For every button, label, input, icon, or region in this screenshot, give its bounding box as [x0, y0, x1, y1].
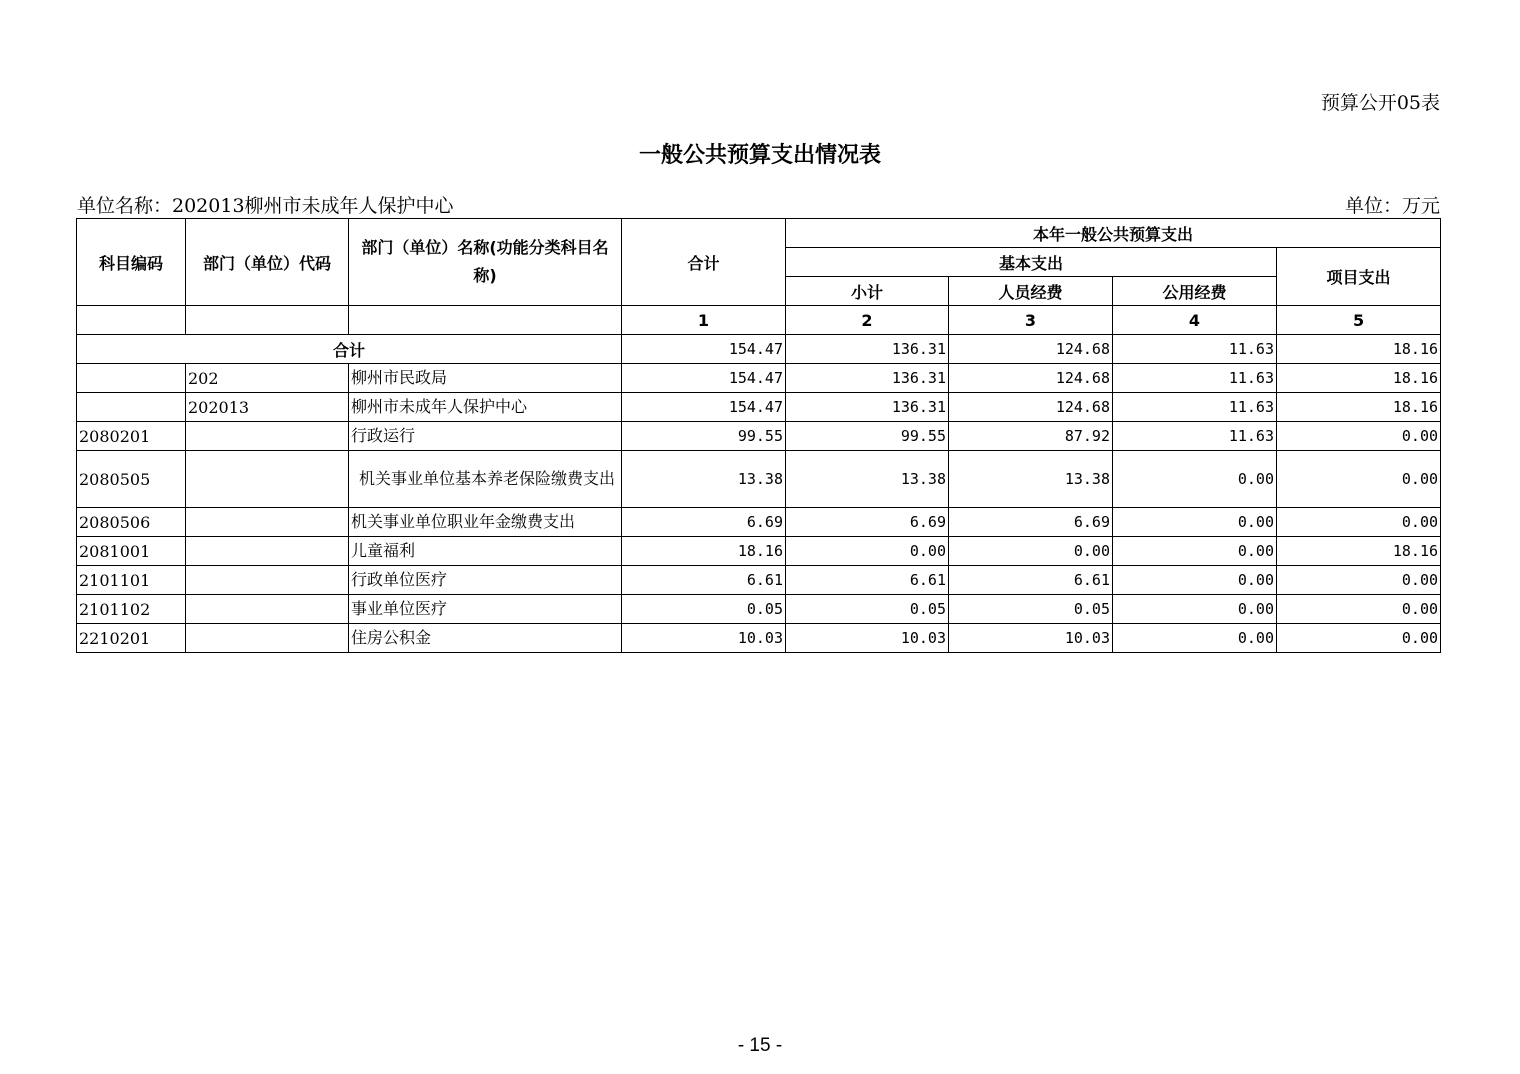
- column-number: 5: [1277, 306, 1441, 335]
- dept-code: [186, 537, 349, 566]
- cell-value: 0.00: [1113, 624, 1277, 653]
- cell-value: 11.63: [1113, 422, 1277, 451]
- dept-name: 柳州市未成年人保护中心: [349, 393, 622, 422]
- header-basic: 基本支出: [786, 248, 1277, 277]
- cell-value: 0.00: [1113, 508, 1277, 537]
- subject-code: [77, 364, 186, 393]
- cell-value: 13.38: [949, 451, 1113, 508]
- table-row: [77, 537, 1441, 566]
- dept-name: 住房公积金: [349, 624, 622, 653]
- header-blank: [349, 306, 622, 335]
- dept-name: 行政运行: [349, 422, 622, 451]
- total-label: 合计: [77, 335, 622, 364]
- cell-value: 99.55: [622, 422, 786, 451]
- header-public: 公用经费: [1113, 277, 1277, 306]
- cell-value: 0.00: [1277, 624, 1441, 653]
- header-dept-code: 部门（单位）代码: [186, 219, 349, 306]
- cell-value: 124.68: [949, 364, 1113, 393]
- unit-label: 单位：万元: [1344, 195, 1440, 217]
- subject-code: 2101102: [77, 595, 186, 624]
- cell-value: 13.38: [786, 451, 949, 508]
- header-subtotal: 小计: [786, 277, 949, 306]
- header-total: 合计: [622, 219, 786, 306]
- dept-code: [186, 508, 349, 537]
- cell-value: 0.05: [786, 595, 949, 624]
- cell-value: 13.38: [622, 451, 786, 508]
- column-number: 4: [1113, 306, 1277, 335]
- dept-code: 202: [186, 364, 349, 393]
- total-value: 136.31: [786, 335, 949, 364]
- cell-value: 0.05: [949, 595, 1113, 624]
- table-row: [77, 566, 1441, 595]
- cell-value: 11.63: [1113, 393, 1277, 422]
- dept-name: 儿童福利: [349, 537, 622, 566]
- dept-name: 柳州市民政局: [349, 364, 622, 393]
- cell-value: 0.00: [1277, 508, 1441, 537]
- cell-value: 10.03: [622, 624, 786, 653]
- table-row: [77, 364, 1441, 393]
- cell-value: 0.00: [1113, 537, 1277, 566]
- cell-value: 10.03: [949, 624, 1113, 653]
- dept-code: [186, 422, 349, 451]
- subject-code: 2081001: [77, 537, 186, 566]
- form-id: 预算公开05表: [1320, 92, 1440, 114]
- cell-value: 6.61: [786, 566, 949, 595]
- header-subject-code: 科目编码: [77, 219, 186, 306]
- subject-code: 2080505: [77, 451, 186, 508]
- cell-value: 6.69: [786, 508, 949, 537]
- table-row: [77, 595, 1441, 624]
- table-row: [77, 624, 1441, 653]
- cell-value: 0.00: [1277, 566, 1441, 595]
- cell-value: 6.69: [949, 508, 1113, 537]
- cell-value: 154.47: [622, 364, 786, 393]
- page-number: - 15 -: [737, 1035, 783, 1056]
- column-number: 3: [949, 306, 1113, 335]
- cell-value: 0.05: [622, 595, 786, 624]
- cell-value: 6.61: [622, 566, 786, 595]
- dept-name: 机关事业单位职业年金缴费支出: [349, 508, 622, 537]
- cell-value: 18.16: [1277, 537, 1441, 566]
- header-dept-name: 部门（单位）名称(功能分类科目名称): [349, 219, 622, 306]
- cell-value: 11.63: [1113, 364, 1277, 393]
- dept-name: 机关事业单位基本养老保险缴费支出: [349, 451, 622, 508]
- dept-code: [186, 595, 349, 624]
- budget-table: [76, 218, 1441, 653]
- unit-name: 单位名称：202013柳州市未成年人保护中心: [77, 195, 454, 217]
- cell-value: 18.16: [1277, 393, 1441, 422]
- subject-code: 2080201: [77, 422, 186, 451]
- cell-value: 18.16: [622, 537, 786, 566]
- total-value: 18.16: [1277, 335, 1441, 364]
- cell-value: 0.00: [1113, 595, 1277, 624]
- cell-value: 0.00: [1277, 451, 1441, 508]
- cell-value: 154.47: [622, 393, 786, 422]
- subject-code: 2080506: [77, 508, 186, 537]
- cell-value: 10.03: [786, 624, 949, 653]
- total-value: 124.68: [949, 335, 1113, 364]
- page-title: 一般公共预算支出情况表: [638, 143, 881, 168]
- cell-value: 6.61: [949, 566, 1113, 595]
- header-current-year: 本年一般公共预算支出: [786, 219, 1441, 248]
- table-row: [77, 508, 1441, 537]
- dept-code: [186, 624, 349, 653]
- cell-value: 0.00: [786, 537, 949, 566]
- total-value: 154.47: [622, 335, 786, 364]
- subject-code: 2210201: [77, 624, 186, 653]
- column-number: 2: [786, 306, 949, 335]
- table-row: [77, 422, 1441, 451]
- header-blank: [186, 306, 349, 335]
- cell-value: 0.00: [949, 537, 1113, 566]
- total-value: 11.63: [1113, 335, 1277, 364]
- dept-code: [186, 451, 349, 508]
- dept-name: 事业单位医疗: [349, 595, 622, 624]
- cell-value: 0.00: [1277, 422, 1441, 451]
- cell-value: 6.69: [622, 508, 786, 537]
- header-blank: [77, 306, 186, 335]
- header-project: 项目支出: [1277, 248, 1441, 306]
- cell-value: 136.31: [786, 393, 949, 422]
- cell-value: 18.16: [1277, 364, 1441, 393]
- total-row: [77, 335, 1441, 364]
- table-row: [77, 393, 1441, 422]
- header-personnel: 人员经费: [949, 277, 1113, 306]
- subject-code: 2101101: [77, 566, 186, 595]
- cell-value: 136.31: [786, 364, 949, 393]
- cell-value: 0.00: [1277, 595, 1441, 624]
- dept-code: 202013: [186, 393, 349, 422]
- subject-code: [77, 393, 186, 422]
- cell-value: 87.92: [949, 422, 1113, 451]
- dept-name: 行政单位医疗: [349, 566, 622, 595]
- cell-value: 0.00: [1113, 566, 1277, 595]
- table-row: [77, 451, 1441, 508]
- cell-value: 0.00: [1113, 451, 1277, 508]
- dept-code: [186, 566, 349, 595]
- cell-value: 99.55: [786, 422, 949, 451]
- column-number: 1: [622, 306, 786, 335]
- cell-value: 124.68: [949, 393, 1113, 422]
